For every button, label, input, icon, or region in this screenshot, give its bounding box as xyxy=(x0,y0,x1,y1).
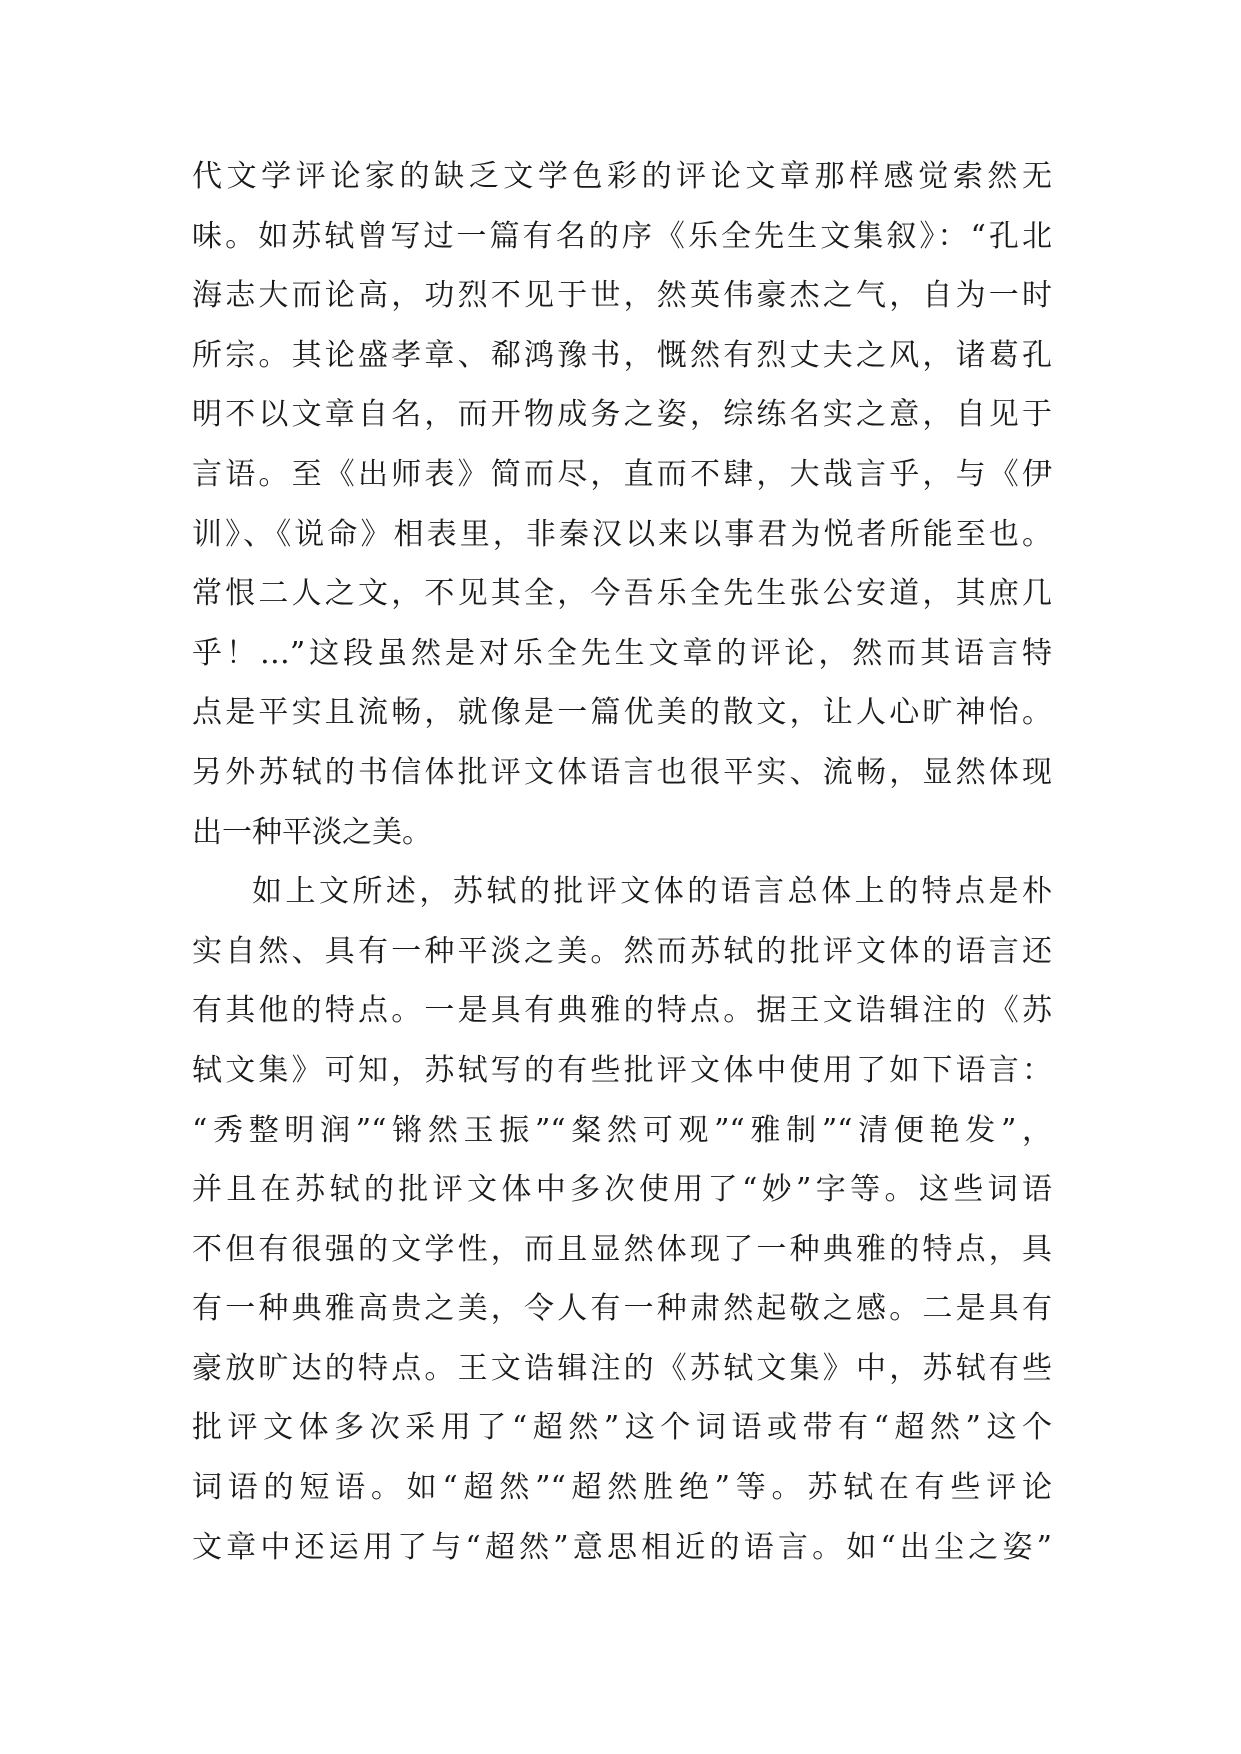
body-text xyxy=(192,155,1052,1585)
text-line: 乎！…”这段虽然是对乐全先生文章的评论，然而其语言特 xyxy=(192,635,1052,671)
text-line: 文章中还运用了与“超然”意思相近的语言。如“出尘之姿” xyxy=(192,1529,1052,1565)
text-line: 味。如苏轼曾写过一篇有名的序《乐全先生文集叙》：“孔北 xyxy=(192,218,1052,254)
text-line: 不但有很强的文学性，而且显然体现了一种典雅的特点，具 xyxy=(192,1231,1052,1267)
text-line: 轼文集》可知，苏轼写的有些批评文体中使用了如下语言： xyxy=(192,1052,1052,1088)
text-line: 海志大而论高，功烈不见于世，然英伟豪杰之气，自为一时 xyxy=(192,278,1052,314)
text-line: 豪放旷达的特点。王文诰辑注的《苏轼文集》中，苏轼有些 xyxy=(192,1350,1052,1386)
text-line: “秀整明润”“锵然玉振”“粲然可观”“雅制”“清便艳发”， xyxy=(192,1112,1052,1148)
text-line: 常恨二人之文，不见其全，今吾乐全先生张公安道，其庶几 xyxy=(192,576,1052,612)
text-line: 训》、《说命》相表里，非秦汉以来以事君为悦者所能至也。 xyxy=(192,516,1052,552)
text-line: 言语。至《出师表》简而尽，直而不肆，大哉言乎，与《伊 xyxy=(192,456,1052,492)
text-line: 明不以文章自名，而开物成务之姿，综练名实之意，自见于 xyxy=(192,397,1052,433)
text-line: 点是平实且流畅，就像是一篇优美的散文，让人心旷神怡。 xyxy=(192,695,1052,731)
paragraph-end-line: 出一种平淡之美。 xyxy=(192,814,432,850)
text-line: 有其他的特点。一是具有典雅的特点。据王文诰辑注的《苏 xyxy=(192,993,1052,1029)
text-line: 有一种典雅高贵之美，令人有一种肃然起敬之感。二是具有 xyxy=(192,1291,1052,1327)
paragraph-start-line: 如上文所述，苏轼的批评文体的语言总体上的特点是朴 xyxy=(252,874,1052,910)
text-line: 词语的短语。如“超然”“超然胜绝”等。苏轼在有些评论 xyxy=(192,1470,1052,1506)
text-line: 代文学评论家的缺乏文学色彩的评论文章那样感觉索然无 xyxy=(192,159,1052,194)
text-line: 批评文体多次采用了“超然”这个词语或带有“超然”这个 xyxy=(192,1410,1052,1446)
text-line: 另外苏轼的书信体批评文体语言也很平实、流畅，显然体现 xyxy=(192,754,1052,790)
text-line: 并且在苏轼的批评文体中多次使用了“妙”字等。这些词语 xyxy=(192,1172,1052,1208)
text-line: 所宗。其论盛孝章、郗鸿豫书，慨然有烈丈夫之风，诸葛孔 xyxy=(192,337,1052,373)
text-line: 实自然、具有一种平淡之美。然而苏轼的批评文体的语言还 xyxy=(192,933,1052,969)
